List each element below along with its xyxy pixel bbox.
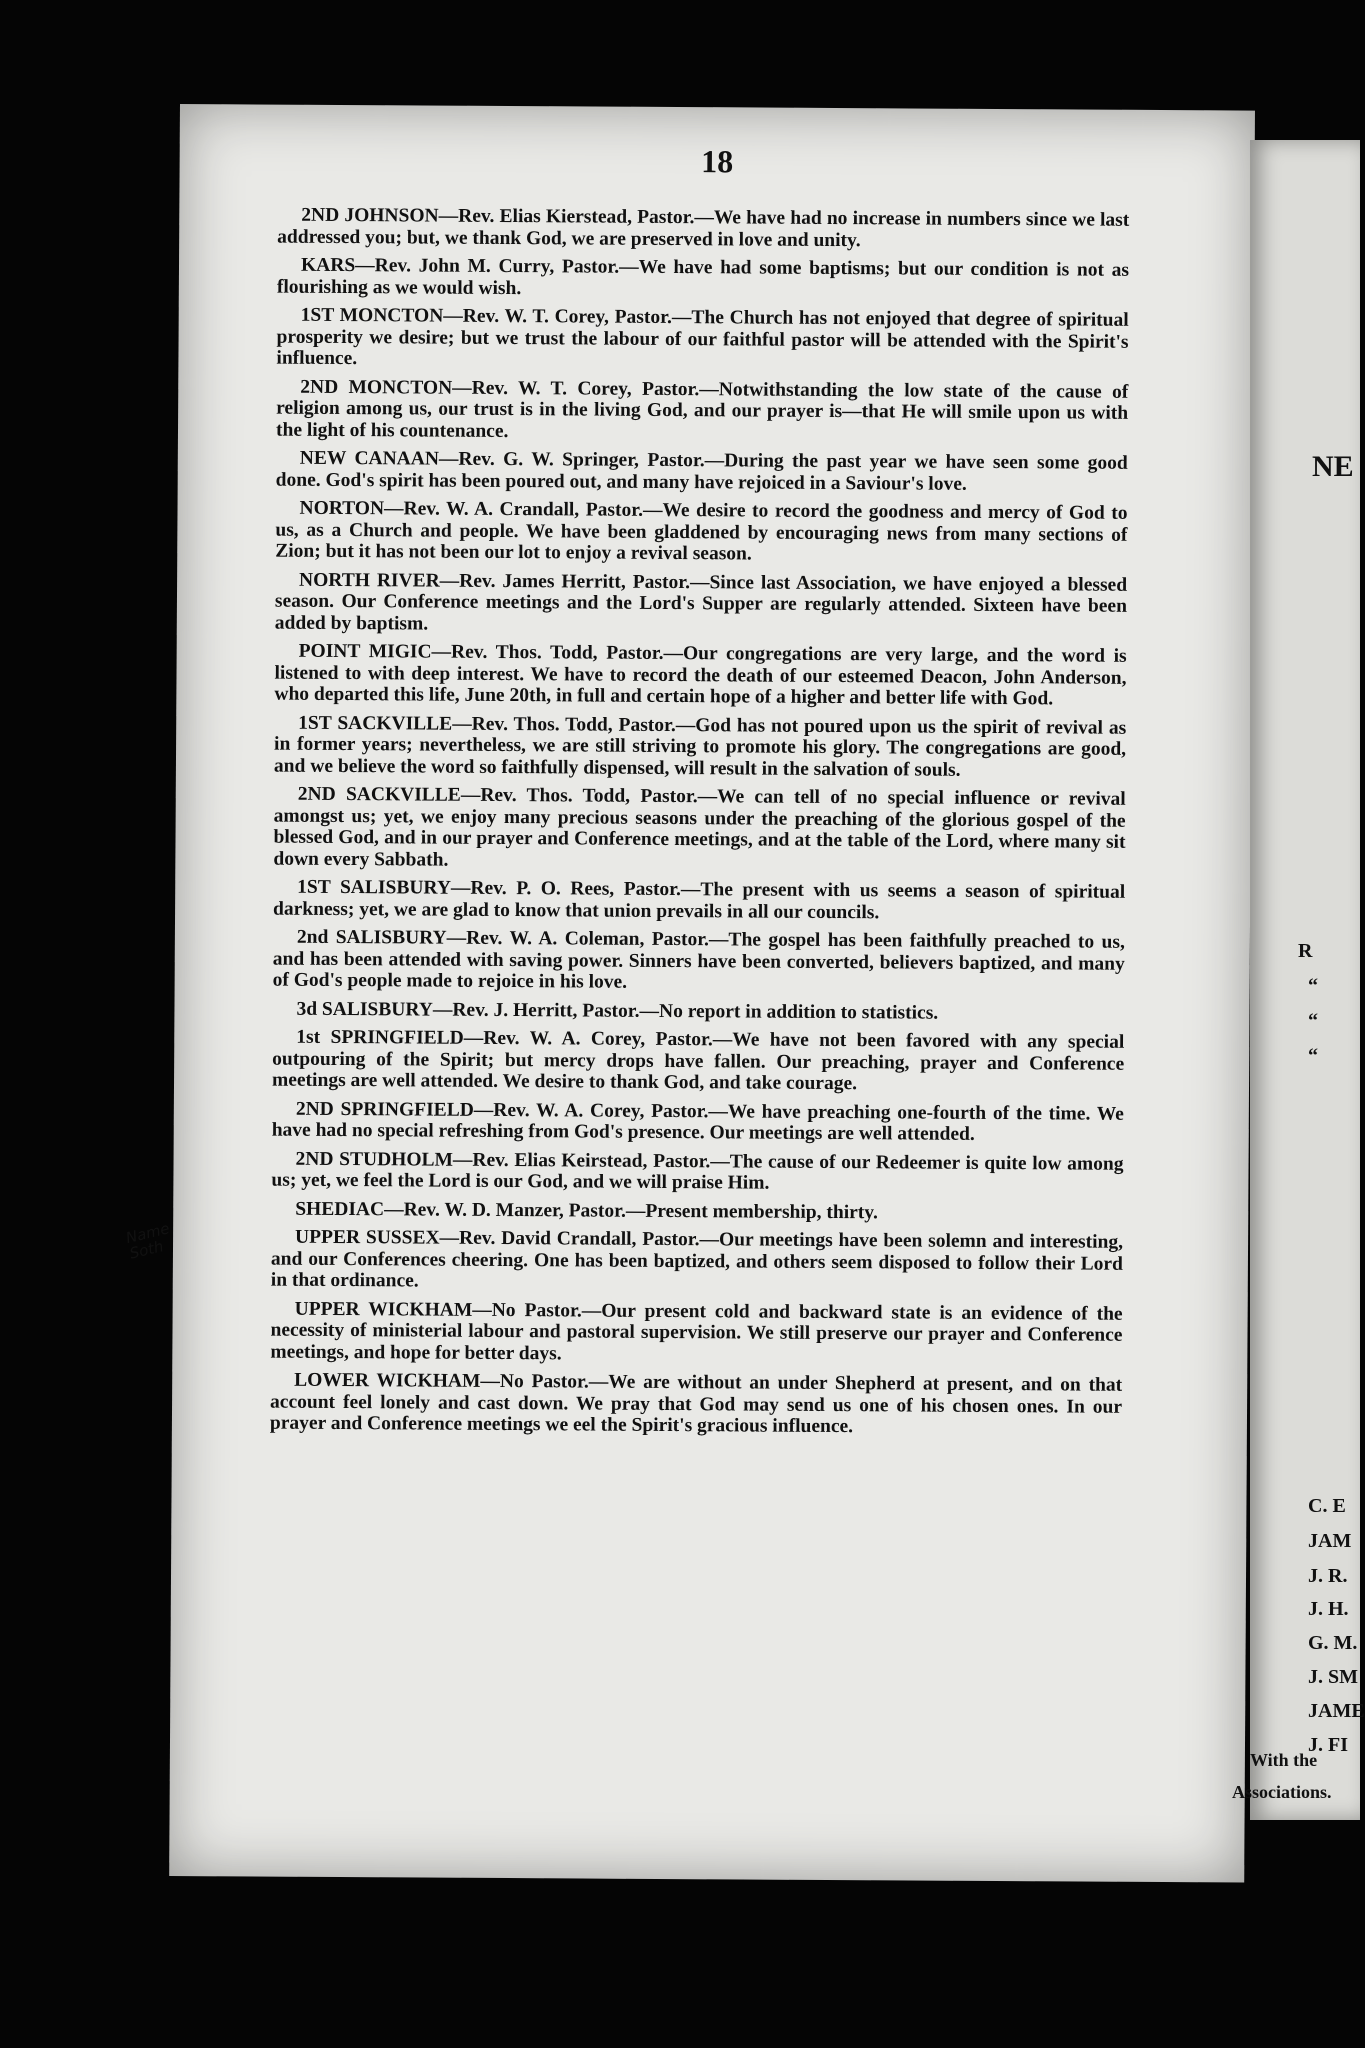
adjacent-line: G. M. [1308,1632,1358,1654]
church-entry: 1ST SACKVILLE—Rev. Thos. Todd, Pastor.—God has not poured upon us the spirit of revival as in former years; nevertheless, we are still striving to promote his glory. The congregations are good, and we believe the word so faithfully dispensed, will result in the salvation of souls. [273,712,1127,781]
adjacent-line: “ [1308,1010,1318,1032]
adjacent-line: J. H. [1308,1598,1349,1620]
adjacent-line: JAM [1308,1530,1352,1552]
church-entry: 2ND JOHNSON—Rev. Elias Kierstead, Pastor.—We have had no increase in numbers since we last addressed you; but, we thank God, we are preserved in love and unity. [277,204,1130,251]
church-entry: LOWER WICKHAM—No Pastor.—We are without an under Shepherd at present, and on that account feel lonely and cast down. We pray that God may send us one of his chosen ones. In our prayer and Conference meetings we eel the Spirit's gracious influence. [269,1369,1123,1438]
church-entry: 1ST SALISBURY—Rev. P. O. Rees, Pastor.—The present with us seems a season of spiritual darkness; yet, we are glad to know that union prevails in all our councils. [273,876,1126,923]
church-entry: 2ND SACKVILLE—Rev. Thos. Todd, Pastor.—We can tell of no special influence or revival amongst us; yet, we enjoy many precious seasons under the preaching of the glorious gospel of the blessed God, and in our prayer and Conference meetings, and at the table of the Lord, where many sit down every Sabbath. [273,783,1126,871]
adjacent-page-fragment [1232,140,1365,1820]
church-entry: 3d SALISBURY—Rev. J. Herritt, Pastor.—No report in addition to statistics. [296,998,939,1024]
church-entry: NORTH RIVER—Rev. James Herritt, Pastor.—Since last Association, we have enjoyed a blessed season. Our Conference meetings and the Lord's Supper are regularly attended. Sixteen have been added by baptism. [274,569,1128,635]
adjacent-line: J. SM [1308,1666,1358,1688]
adjacent-line: C. E [1308,1495,1346,1517]
church-entry: 1st SPRINGFIELD—Rev. W. A. Corey, Pastor.—We have not been favored with any special outpouring of the Spirit; but mercy drops have fallen. Our preaching, prayer and Conference meetings are well attended. We desire to thank God, and take courage. [271,1026,1125,1095]
church-entry: POINT MIGIC—Rev. Thos. Todd, Pastor.—Our congregations are very large, and the word is listened to with deep interest. We have to record the death of our esteemed Deacon, John Anderson, who departed this life, June 20th, in full and certain hope of a higher and better life with God. [274,640,1127,710]
church-entry: NEW CANAAN—Rev. G. W. Springer, Pastor.—During the past year we have seen some good done. God's spirit has been poured out, and many have rejoiced in a Saviour's love. [275,447,1128,495]
church-entry: KARS—Rev. John M. Curry, Pastor.—We have had some baptisms; but our condition is not as flourishing as we would wish. [276,254,1130,299]
church-entry: 2ND MONCTON—Rev. W. T. Corey, Pastor.—Notwithstanding the low state of the cause of religion among us, our trust is in the living God, and our prayer is—that He will smile upon us with the light of his countenance. [275,376,1129,442]
church-entry: UPPER SUSSEX—Rev. David Crandall, Pastor.—Our meetings have been solemn and interesting, and our Conferences cheering. One has been baptized, and others seem disposed to follow their Lord in that ordinance. [270,1226,1124,1292]
church-entry: 2ND STUDHOLM—Rev. Elias Keirstead, Pastor.—The cause of our Redeemer is quite low among us; yet, we feel the Lord is our God, and we will praise Him. [271,1148,1124,1194]
adjacent-footer-line: Associations. [1232,1782,1332,1802]
church-entry: 1ST MONCTON—Rev. W. T. Corey, Pastor.—The Church has not enjoyed that degree of spiritual prosperity we desire; but we trust the labour of our faithful pastor will be attended with the Spirit's influence. [276,304,1129,370]
church-entry: UPPER WICKHAM—No Pastor.—Our present cold and backward state is an evidence of the necessity of ministerial labour and pastoral supervision. We still preserve our prayer and Conference meetings, and hope for better days. [270,1298,1123,1364]
adjacent-line: JAME [1308,1700,1365,1722]
adjacent-page-title: NE [1312,450,1354,483]
church-entry: NORTON—Rev. W. A. Crandall, Pastor.—We desire to record the goodness and mercy of God to us, as a Church and people. We have been gladdened by encouraging news from many sections of Zion; but it has not been our lot to enjoy a revival season. [275,497,1128,565]
adjacent-line: J. R. [1308,1565,1348,1587]
adjacent-line: R [1298,940,1313,962]
adjacent-line: “ [1308,1045,1318,1067]
page-number: 18 [701,143,734,180]
church-entry: 2ND SPRINGFIELD—Rev. W. A. Corey, Pastor.—We have preaching one-fourth of the time. We have had no special refreshing from God's presence. Our meetings are well attended. [271,1098,1124,1145]
adjacent-line: J. FI [1308,1734,1348,1756]
document-page [124,104,1255,1883]
adjacent-footer-line: With the [1250,1750,1318,1770]
handwritten-margin-note: Name Soth [124,1219,172,1263]
church-report-list [270,205,1130,1447]
church-entry: SHEDIAC—Rev. W. D. Manzer, Pastor.—Present membership, thirty. [295,1198,878,1223]
church-entry: 2nd SALISBURY—Rev. W. A. Coleman, Pastor.—The gospel has been faithfully preached to us, and has been attended with saving power. Sinners have been converted, believers baptized, and many of God's people made to rejoice in his love. [272,926,1125,993]
adjacent-line: “ [1308,975,1318,997]
